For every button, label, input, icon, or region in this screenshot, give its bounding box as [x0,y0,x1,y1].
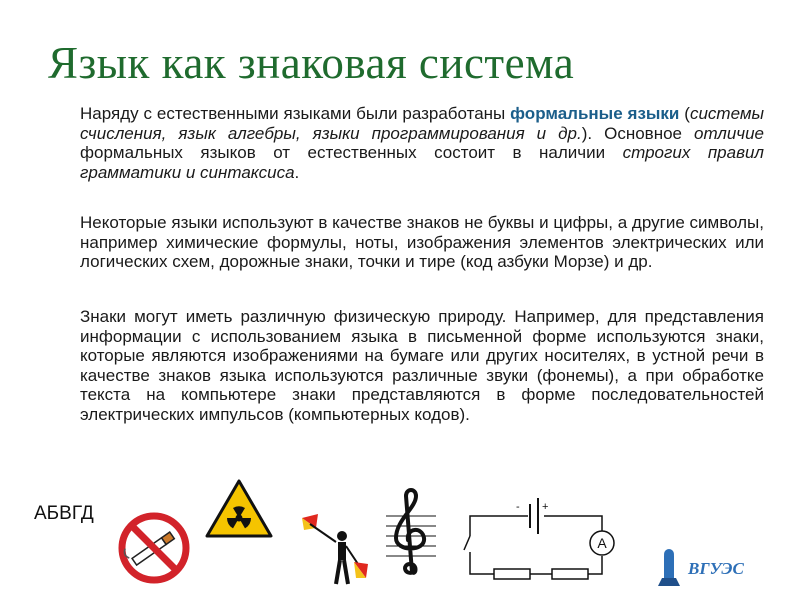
paragraph-physical-nature [48,307,764,424]
slide-title: Язык как знаковая система [48,38,575,88]
examples-italic: системы счисления, язык алгебры, языки программирования и др. [80,104,764,143]
university-logo-icon [652,546,768,588]
text-run: ( [679,104,690,123]
paragraph-other-symbols [48,213,764,272]
semaphore-person-icon [296,510,376,588]
paragraph-text: Знаки могут иметь различную физическую природу. Например, для представления информации с использованием языка в письменной форме используются знаки, которые являются изображениями на бумаге или других носителях, в устной речи в качестве знаков языка используются различные звуки (фонемы), а при обработке текста на компьютере знаки представляются в форме последовательностей электрических импульсов (компьютерных кодов). [80,307,764,424]
paragraph-text [48,104,764,182]
battery-minus-label: - [516,501,520,513]
paragraph-formal-languages [48,104,764,182]
ammeter-label: A [597,535,607,551]
term-difference: отличие [694,123,765,143]
battery-plus-label: + [542,501,549,513]
text-run: Наряду с естественными языками были разработаны [80,104,511,123]
paragraph-text: Некоторые языки используют в качестве знаков не буквы и цифры, а другие символы, например химические формулы, ноты, изображения элементов электрических или логических схем, дорожные знаки, точки и тире (код азбуки Морзе) и др. [80,213,764,271]
logo-text: ВГУЭС [688,559,744,578]
text-run: . [294,162,300,182]
letters-example: АБВГД [34,503,94,524]
term-formal-languages: формальные языки [510,104,680,123]
circuit-diagram-icon [458,494,630,582]
radiation-warning-icon [204,478,274,540]
no-smoking-sign-icon [118,512,190,584]
term-strict-rules: строгих правил грамматики и синтаксиса [80,143,764,182]
text-run: формальных языков от естественных состоит в наличии [80,143,623,162]
text-run: ). Основное [581,123,695,143]
treble-clef-icon [386,486,436,582]
